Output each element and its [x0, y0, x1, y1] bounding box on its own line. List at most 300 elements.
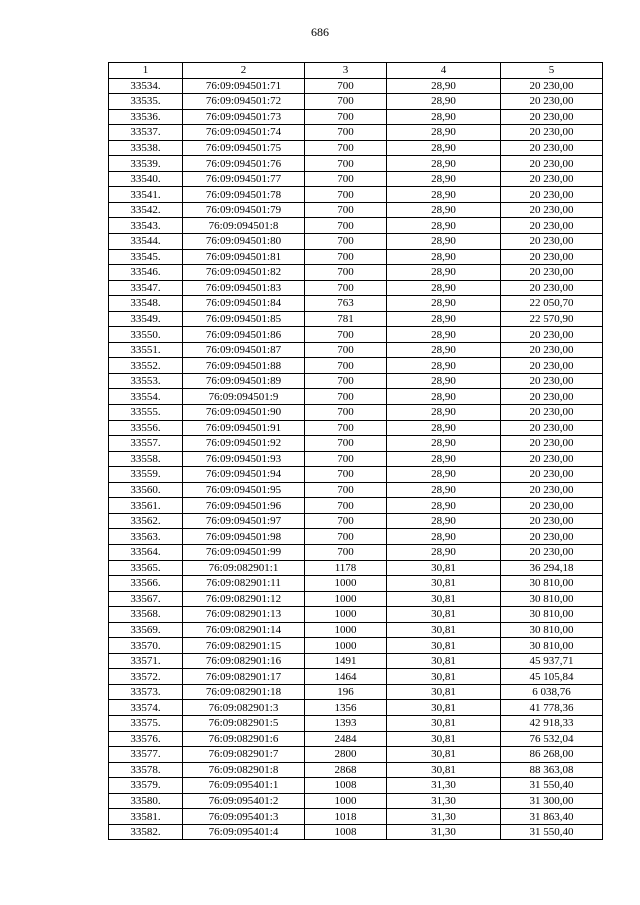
cadastral-number-cell: 76:09:082901:8 — [183, 762, 305, 778]
table-row — [109, 591, 603, 607]
area-cell: 1393 — [305, 715, 387, 731]
table-row — [109, 342, 603, 358]
cadastral-number-cell: 76:09:094501:82 — [183, 265, 305, 281]
amount-cell: 22 050,70 — [501, 296, 603, 312]
amount-cell: 20 230,00 — [501, 265, 603, 281]
cadastral-number-cell: 76:09:094501:95 — [183, 482, 305, 498]
cadastral-number-cell: 76:09:082901:12 — [183, 591, 305, 607]
table-row — [109, 576, 603, 592]
cadastral-number-cell: 76:09:094501:98 — [183, 529, 305, 545]
table-row — [109, 513, 603, 529]
area-cell: 700 — [305, 405, 387, 421]
table-row — [109, 125, 603, 141]
table-row — [109, 684, 603, 700]
table-row — [109, 156, 603, 172]
cadastral-number-cell: 76:09:082901:16 — [183, 653, 305, 669]
amount-cell: 30 810,00 — [501, 576, 603, 592]
table-row — [109, 451, 603, 467]
table-row — [109, 778, 603, 794]
area-cell: 1000 — [305, 591, 387, 607]
area-cell: 700 — [305, 498, 387, 514]
row-number-cell: 33564. — [109, 544, 183, 560]
rate-cell: 28,90 — [387, 544, 501, 560]
area-cell: 700 — [305, 327, 387, 343]
rate-cell: 28,90 — [387, 94, 501, 110]
column-header: 2 — [183, 63, 305, 79]
area-cell: 763 — [305, 296, 387, 312]
area-cell: 700 — [305, 140, 387, 156]
rate-cell: 28,90 — [387, 187, 501, 203]
cadastral-number-cell: 76:09:094501:86 — [183, 327, 305, 343]
row-number-cell: 33555. — [109, 405, 183, 421]
area-cell: 1018 — [305, 809, 387, 825]
row-number-cell: 33565. — [109, 560, 183, 576]
area-cell: 196 — [305, 684, 387, 700]
cadastral-number-cell: 76:09:082901:15 — [183, 638, 305, 654]
column-header: 4 — [387, 63, 501, 79]
column-header: 5 — [501, 63, 603, 79]
amount-cell: 20 230,00 — [501, 342, 603, 358]
amount-cell: 6 038,76 — [501, 684, 603, 700]
cadastral-number-cell: 76:09:094501:72 — [183, 94, 305, 110]
area-cell: 700 — [305, 125, 387, 141]
table-row — [109, 265, 603, 281]
amount-cell: 20 230,00 — [501, 94, 603, 110]
cadastral-number-cell: 76:09:094501:84 — [183, 296, 305, 312]
table-row — [109, 467, 603, 483]
cadastral-number-cell: 76:09:082901:17 — [183, 669, 305, 685]
table-row — [109, 653, 603, 669]
cadastral-number-cell: 76:09:094501:78 — [183, 187, 305, 203]
table-row — [109, 638, 603, 654]
amount-cell: 20 230,00 — [501, 280, 603, 296]
table-row — [109, 373, 603, 389]
row-number-cell: 33553. — [109, 373, 183, 389]
area-cell: 2484 — [305, 731, 387, 747]
table-row — [109, 700, 603, 716]
rate-cell: 28,90 — [387, 342, 501, 358]
table-row — [109, 731, 603, 747]
cadastral-number-cell: 76:09:094501:83 — [183, 280, 305, 296]
table-row — [109, 327, 603, 343]
rate-cell: 28,90 — [387, 311, 501, 327]
amount-cell: 20 230,00 — [501, 249, 603, 265]
cadastral-number-cell: 76:09:094501:9 — [183, 389, 305, 405]
table-row — [109, 607, 603, 623]
cadastral-number-cell: 76:09:082901:18 — [183, 684, 305, 700]
area-cell: 700 — [305, 529, 387, 545]
cadastral-number-cell: 76:09:094501:90 — [183, 405, 305, 421]
rate-cell: 30,81 — [387, 607, 501, 623]
rate-cell: 28,90 — [387, 529, 501, 545]
rate-cell: 30,81 — [387, 669, 501, 685]
row-number-cell: 33548. — [109, 296, 183, 312]
area-cell: 700 — [305, 218, 387, 234]
area-cell: 2868 — [305, 762, 387, 778]
amount-cell: 20 230,00 — [501, 513, 603, 529]
table-row — [109, 529, 603, 545]
rate-cell: 28,90 — [387, 373, 501, 389]
rate-cell: 30,81 — [387, 576, 501, 592]
area-cell: 700 — [305, 234, 387, 250]
row-number-cell: 33567. — [109, 591, 183, 607]
cadastral-number-cell: 76:09:094501:99 — [183, 544, 305, 560]
rate-cell: 30,81 — [387, 622, 501, 638]
row-number-cell: 33546. — [109, 265, 183, 281]
area-cell: 1000 — [305, 638, 387, 654]
cadastral-number-cell: 76:09:082901:6 — [183, 731, 305, 747]
area-cell: 1491 — [305, 653, 387, 669]
amount-cell: 76 532,04 — [501, 731, 603, 747]
cadastral-number-cell: 76:09:095401:2 — [183, 793, 305, 809]
amount-cell: 20 230,00 — [501, 373, 603, 389]
rate-cell: 28,90 — [387, 140, 501, 156]
table-row — [109, 669, 603, 685]
table-row — [109, 78, 603, 94]
table-row — [109, 109, 603, 125]
area-cell: 700 — [305, 78, 387, 94]
amount-cell: 30 810,00 — [501, 591, 603, 607]
cadastral-number-cell: 76:09:082901:11 — [183, 576, 305, 592]
amount-cell: 42 918,33 — [501, 715, 603, 731]
row-number-cell: 33537. — [109, 125, 183, 141]
row-number-cell: 33542. — [109, 202, 183, 218]
row-number-cell: 33570. — [109, 638, 183, 654]
table-row — [109, 94, 603, 110]
amount-cell: 20 230,00 — [501, 140, 603, 156]
cadastral-number-cell: 76:09:094501:74 — [183, 125, 305, 141]
area-cell: 700 — [305, 187, 387, 203]
rate-cell: 28,90 — [387, 436, 501, 452]
area-cell: 1008 — [305, 778, 387, 794]
table-row — [109, 187, 603, 203]
amount-cell: 30 810,00 — [501, 607, 603, 623]
area-cell: 2800 — [305, 747, 387, 763]
cadastral-number-cell: 76:09:095401:4 — [183, 824, 305, 840]
cadastral-number-cell: 76:09:094501:97 — [183, 513, 305, 529]
row-number-cell: 33562. — [109, 513, 183, 529]
cadastral-number-cell: 76:09:082901:13 — [183, 607, 305, 623]
area-cell: 781 — [305, 311, 387, 327]
row-number-cell: 33580. — [109, 793, 183, 809]
amount-cell: 20 230,00 — [501, 125, 603, 141]
amount-cell: 20 230,00 — [501, 218, 603, 234]
cadastral-number-cell: 76:09:095401:3 — [183, 809, 305, 825]
rate-cell: 28,90 — [387, 405, 501, 421]
table-row — [109, 498, 603, 514]
rate-cell: 28,90 — [387, 451, 501, 467]
table-row — [109, 560, 603, 576]
amount-cell: 20 230,00 — [501, 529, 603, 545]
rate-cell: 30,81 — [387, 684, 501, 700]
cadastral-number-cell: 76:09:094501:92 — [183, 436, 305, 452]
rate-cell: 28,90 — [387, 467, 501, 483]
amount-cell: 30 810,00 — [501, 638, 603, 654]
register-table — [108, 62, 603, 840]
table-row — [109, 747, 603, 763]
rate-cell: 30,81 — [387, 591, 501, 607]
cadastral-number-cell: 76:09:082901:7 — [183, 747, 305, 763]
row-number-cell: 33561. — [109, 498, 183, 514]
rate-cell: 31,30 — [387, 793, 501, 809]
amount-cell: 20 230,00 — [501, 420, 603, 436]
rate-cell: 28,90 — [387, 125, 501, 141]
cadastral-number-cell: 76:09:094501:80 — [183, 234, 305, 250]
amount-cell: 45 105,84 — [501, 669, 603, 685]
area-cell: 700 — [305, 249, 387, 265]
area-cell: 1000 — [305, 622, 387, 638]
amount-cell: 20 230,00 — [501, 109, 603, 125]
area-cell: 700 — [305, 342, 387, 358]
amount-cell: 36 294,18 — [501, 560, 603, 576]
row-number-cell: 33581. — [109, 809, 183, 825]
area-cell: 700 — [305, 373, 387, 389]
cadastral-number-cell: 76:09:094501:87 — [183, 342, 305, 358]
area-cell: 700 — [305, 420, 387, 436]
amount-cell: 31 863,40 — [501, 809, 603, 825]
row-number-cell: 33568. — [109, 607, 183, 623]
table-row — [109, 809, 603, 825]
rate-cell: 30,81 — [387, 747, 501, 763]
row-number-cell: 33541. — [109, 187, 183, 203]
rate-cell: 30,81 — [387, 762, 501, 778]
amount-cell: 20 230,00 — [501, 358, 603, 374]
table-row — [109, 824, 603, 840]
rate-cell: 30,81 — [387, 731, 501, 747]
rate-cell: 30,81 — [387, 653, 501, 669]
amount-cell: 20 230,00 — [501, 498, 603, 514]
row-number-cell: 33559. — [109, 467, 183, 483]
area-cell: 700 — [305, 94, 387, 110]
row-number-cell: 33572. — [109, 669, 183, 685]
column-header: 3 — [305, 63, 387, 79]
row-number-cell: 33552. — [109, 358, 183, 374]
area-cell: 1464 — [305, 669, 387, 685]
area-cell: 700 — [305, 171, 387, 187]
row-number-cell: 33551. — [109, 342, 183, 358]
rate-cell: 28,90 — [387, 513, 501, 529]
amount-cell: 20 230,00 — [501, 202, 603, 218]
rate-cell: 28,90 — [387, 420, 501, 436]
row-number-cell: 33554. — [109, 389, 183, 405]
table-row — [109, 311, 603, 327]
table-row — [109, 234, 603, 250]
area-cell: 700 — [305, 358, 387, 374]
cadastral-number-cell: 76:09:082901:1 — [183, 560, 305, 576]
page-number: 686 — [311, 25, 329, 39]
amount-cell: 45 937,71 — [501, 653, 603, 669]
row-number-cell: 33535. — [109, 94, 183, 110]
table-body — [109, 78, 603, 840]
amount-cell: 20 230,00 — [501, 451, 603, 467]
area-cell: 1000 — [305, 793, 387, 809]
area-cell: 700 — [305, 482, 387, 498]
table-row — [109, 249, 603, 265]
area-cell: 700 — [305, 389, 387, 405]
row-number-cell: 33556. — [109, 420, 183, 436]
cadastral-number-cell: 76:09:094501:71 — [183, 78, 305, 94]
table-row — [109, 436, 603, 452]
table-row — [109, 358, 603, 374]
area-cell: 700 — [305, 467, 387, 483]
row-number-cell: 33539. — [109, 156, 183, 172]
cadastral-number-cell: 76:09:094501:88 — [183, 358, 305, 374]
table-row — [109, 420, 603, 436]
area-cell: 700 — [305, 544, 387, 560]
rate-cell: 28,90 — [387, 389, 501, 405]
area-cell: 700 — [305, 109, 387, 125]
table-row — [109, 171, 603, 187]
row-number-cell: 33557. — [109, 436, 183, 452]
cadastral-number-cell: 76:09:094501:77 — [183, 171, 305, 187]
row-number-cell: 33540. — [109, 171, 183, 187]
cadastral-number-cell: 76:09:094501:79 — [183, 202, 305, 218]
table-row — [109, 622, 603, 638]
row-number-cell: 33573. — [109, 684, 183, 700]
rate-cell: 30,81 — [387, 700, 501, 716]
table-header-row — [109, 63, 603, 79]
amount-cell: 20 230,00 — [501, 156, 603, 172]
table-row — [109, 715, 603, 731]
rate-cell: 30,81 — [387, 715, 501, 731]
table-row — [109, 140, 603, 156]
row-number-cell: 33563. — [109, 529, 183, 545]
row-number-cell: 33550. — [109, 327, 183, 343]
amount-cell: 88 363,08 — [501, 762, 603, 778]
cadastral-number-cell: 76:09:094501:8 — [183, 218, 305, 234]
rate-cell: 30,81 — [387, 638, 501, 654]
cadastral-number-cell: 76:09:094501:96 — [183, 498, 305, 514]
row-number-cell: 33575. — [109, 715, 183, 731]
amount-cell: 20 230,00 — [501, 405, 603, 421]
rate-cell: 28,90 — [387, 358, 501, 374]
amount-cell: 31 300,00 — [501, 793, 603, 809]
area-cell: 1000 — [305, 576, 387, 592]
cadastral-number-cell: 76:09:094501:85 — [183, 311, 305, 327]
amount-cell: 20 230,00 — [501, 327, 603, 343]
amount-cell: 22 570,90 — [501, 311, 603, 327]
amount-cell: 31 550,40 — [501, 778, 603, 794]
row-number-cell: 33578. — [109, 762, 183, 778]
row-number-cell: 33538. — [109, 140, 183, 156]
row-number-cell: 33560. — [109, 482, 183, 498]
area-cell: 700 — [305, 436, 387, 452]
amount-cell: 20 230,00 — [501, 467, 603, 483]
table-row — [109, 296, 603, 312]
area-cell: 700 — [305, 451, 387, 467]
table-row — [109, 218, 603, 234]
cadastral-number-cell: 76:09:094501:76 — [183, 156, 305, 172]
row-number-cell: 33569. — [109, 622, 183, 638]
rate-cell: 28,90 — [387, 234, 501, 250]
amount-cell: 41 778,36 — [501, 700, 603, 716]
row-number-cell: 33558. — [109, 451, 183, 467]
amount-cell: 20 230,00 — [501, 78, 603, 94]
column-header: 1 — [109, 63, 183, 79]
rate-cell: 28,90 — [387, 171, 501, 187]
row-number-cell: 33534. — [109, 78, 183, 94]
area-cell: 700 — [305, 513, 387, 529]
amount-cell: 20 230,00 — [501, 544, 603, 560]
amount-cell: 20 230,00 — [501, 389, 603, 405]
row-number-cell: 33582. — [109, 824, 183, 840]
row-number-cell: 33536. — [109, 109, 183, 125]
rate-cell: 28,90 — [387, 202, 501, 218]
cadastral-number-cell: 76:09:082901:5 — [183, 715, 305, 731]
rate-cell: 30,81 — [387, 560, 501, 576]
rate-cell: 28,90 — [387, 265, 501, 281]
amount-cell: 20 230,00 — [501, 187, 603, 203]
rate-cell: 28,90 — [387, 482, 501, 498]
cadastral-number-cell: 76:09:094501:75 — [183, 140, 305, 156]
rate-cell: 28,90 — [387, 156, 501, 172]
cadastral-number-cell: 76:09:094501:91 — [183, 420, 305, 436]
rate-cell: 28,90 — [387, 109, 501, 125]
table-row — [109, 793, 603, 809]
rate-cell: 31,30 — [387, 778, 501, 794]
row-number-cell: 33579. — [109, 778, 183, 794]
cadastral-number-cell: 76:09:082901:3 — [183, 700, 305, 716]
rate-cell: 31,30 — [387, 809, 501, 825]
amount-cell: 20 230,00 — [501, 482, 603, 498]
cadastral-number-cell: 76:09:094501:73 — [183, 109, 305, 125]
row-number-cell: 33577. — [109, 747, 183, 763]
area-cell: 700 — [305, 156, 387, 172]
rate-cell: 28,90 — [387, 327, 501, 343]
table-row — [109, 544, 603, 560]
amount-cell: 20 230,00 — [501, 436, 603, 452]
amount-cell: 20 230,00 — [501, 171, 603, 187]
rate-cell: 28,90 — [387, 280, 501, 296]
row-number-cell: 33545. — [109, 249, 183, 265]
area-cell: 700 — [305, 265, 387, 281]
cadastral-number-cell: 76:09:094501:94 — [183, 467, 305, 483]
rate-cell: 28,90 — [387, 218, 501, 234]
row-number-cell: 33571. — [109, 653, 183, 669]
table-row — [109, 405, 603, 421]
row-number-cell: 33576. — [109, 731, 183, 747]
area-cell: 1008 — [305, 824, 387, 840]
area-cell: 1356 — [305, 700, 387, 716]
table-row — [109, 762, 603, 778]
amount-cell: 20 230,00 — [501, 234, 603, 250]
amount-cell: 30 810,00 — [501, 622, 603, 638]
amount-cell: 31 550,40 — [501, 824, 603, 840]
rate-cell: 28,90 — [387, 498, 501, 514]
row-number-cell: 33547. — [109, 280, 183, 296]
rate-cell: 28,90 — [387, 78, 501, 94]
amount-cell: 86 268,00 — [501, 747, 603, 763]
table-row — [109, 280, 603, 296]
row-number-cell: 33566. — [109, 576, 183, 592]
area-cell: 1178 — [305, 560, 387, 576]
table-row — [109, 389, 603, 405]
cadastral-number-cell: 76:09:095401:1 — [183, 778, 305, 794]
row-number-cell: 33574. — [109, 700, 183, 716]
area-cell: 700 — [305, 202, 387, 218]
area-cell: 1000 — [305, 607, 387, 623]
table-row — [109, 482, 603, 498]
rate-cell: 31,30 — [387, 824, 501, 840]
rate-cell: 28,90 — [387, 296, 501, 312]
row-number-cell: 33549. — [109, 311, 183, 327]
area-cell: 700 — [305, 280, 387, 296]
rate-cell: 28,90 — [387, 249, 501, 265]
table-row — [109, 202, 603, 218]
cadastral-number-cell: 76:09:094501:89 — [183, 373, 305, 389]
cadastral-number-cell: 76:09:094501:93 — [183, 451, 305, 467]
cadastral-number-cell: 76:09:082901:14 — [183, 622, 305, 638]
